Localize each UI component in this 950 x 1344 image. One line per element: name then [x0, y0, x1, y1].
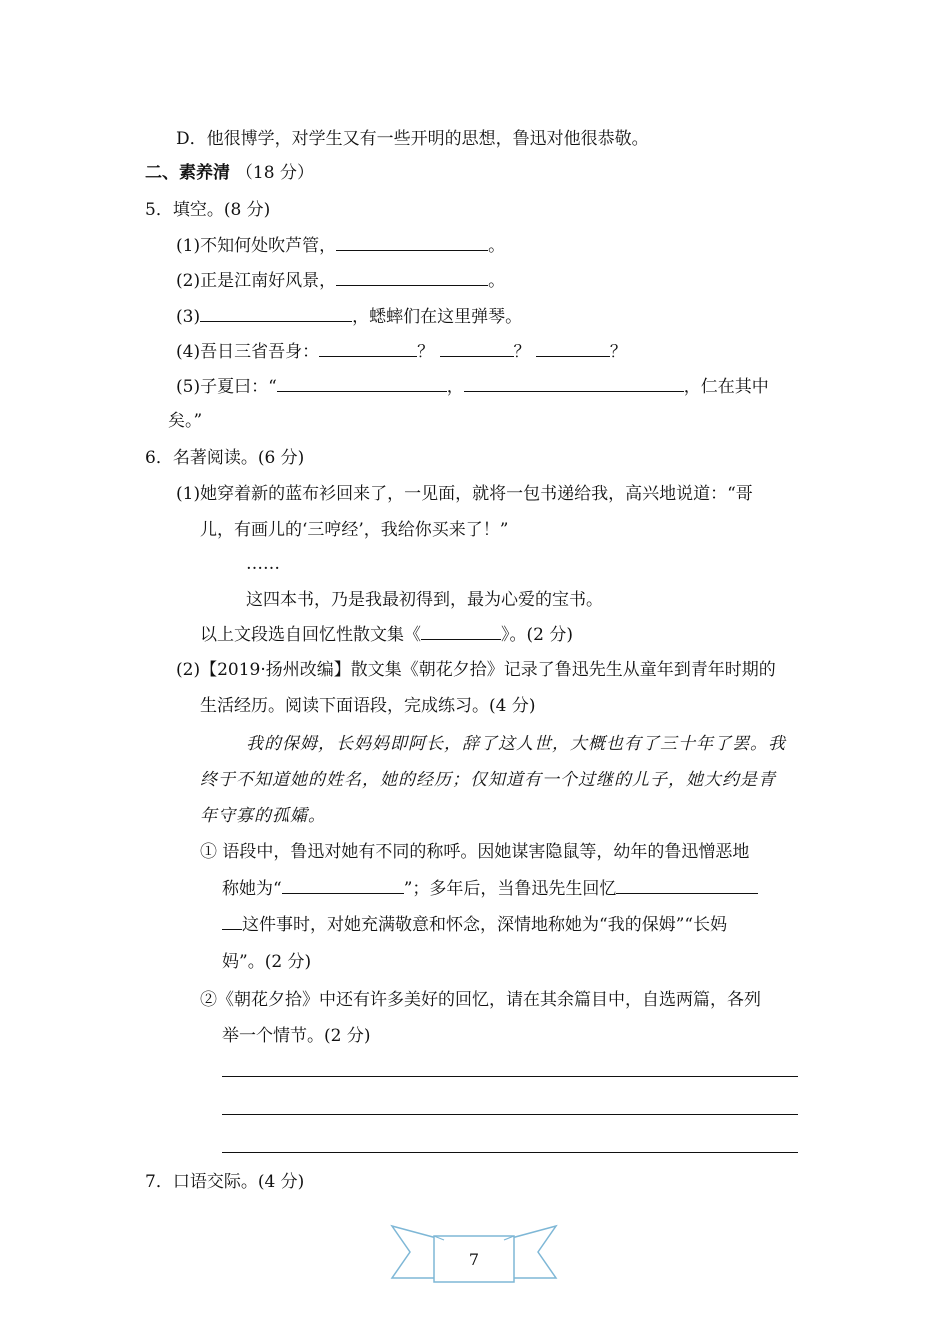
q5-item-5-cont: 矣。”: [168, 411, 203, 431]
q6-ellipsis: ……: [246, 554, 280, 574]
blank[interactable]: [222, 912, 242, 930]
q5-item-2-end: 。: [488, 271, 506, 291]
q5-item-3-text: (3): [176, 307, 201, 327]
q5-item-2-text: (2)正是江南好风景，: [176, 271, 337, 291]
q6-title: 6．名著阅读。(6 分): [145, 448, 305, 468]
sub1-line3-text: 这件事时，对她充满敬意和怀念，深情地称她为“我的保姆”“长妈: [242, 915, 728, 935]
blank[interactable]: [200, 304, 352, 322]
q6-p1-question: [200, 622, 573, 647]
answer-line[interactable]: [222, 1114, 798, 1115]
sub1-line2: [222, 876, 758, 901]
q-mark: ？: [417, 342, 435, 362]
sub1-line1: ① 语段中，鲁迅对她有不同的称呼。因她谋害隐鼠等，幼年的鲁迅憎恶地: [200, 842, 750, 862]
q5-item-3: [176, 304, 522, 329]
q6-p2-line2: 生活经历。阅读下面语段，完成练习。(4 分): [200, 696, 536, 716]
q6-p2-line1: (2)【2019·扬州改编】散文集《朝花夕拾》记录了鲁迅先生从童年到青年时期的: [176, 660, 776, 680]
sub2-line1: ②《朝花夕拾》中还有许多美好的回忆，请在其余篇目中，自选两篇，各列: [200, 990, 761, 1010]
q5-item-1: [176, 233, 505, 258]
blank[interactable]: [336, 268, 488, 286]
blank[interactable]: [536, 339, 610, 357]
q5-item-5-text: (5)子夏曰：“: [176, 377, 277, 397]
answer-line[interactable]: [222, 1152, 798, 1153]
quote-line-2: 终于不知道她的姓名，她的经历；仅知道有一个过继的儿子，她大约是青: [200, 770, 776, 790]
blank[interactable]: [319, 339, 417, 357]
q-mark: ？: [513, 342, 531, 362]
section-2-title: 二、素养清: [145, 163, 230, 183]
q7-title: 7．口语交际。(4 分): [145, 1172, 305, 1192]
q6-p1-line3: 这四本书，乃是我最初得到，最为心爱的宝书。: [246, 590, 603, 610]
answer-line[interactable]: [222, 1076, 798, 1077]
section-2-heading: [145, 161, 314, 185]
sub1-line2-mid: ”；多年后，当鲁迅先生回忆: [403, 879, 617, 899]
q5-item-1-text: (1)不知何处吹芦管，: [176, 236, 337, 256]
q5-item-1-end: 。: [488, 236, 506, 256]
quote-line-3: 年守寡的孤孀。: [200, 806, 326, 826]
q5-item-4-text: (4)吾日三省吾身：: [176, 342, 320, 362]
q5-item-2: [176, 268, 505, 293]
quote-line-1: 我的保姆，长妈妈即阿长，辞了这人世，大概也有了三十年了罢。我: [246, 734, 786, 754]
page-number: 7: [468, 1250, 480, 1269]
q5-item-5: [176, 374, 769, 399]
blank[interactable]: [464, 374, 684, 392]
blank[interactable]: [421, 622, 501, 640]
blank[interactable]: [282, 876, 404, 894]
blank[interactable]: [440, 339, 514, 357]
blank[interactable]: [616, 876, 758, 894]
q5-item-3-end: ，蟋蟀们在这里弹琴。: [352, 307, 523, 327]
q-mark: ？: [609, 342, 627, 362]
q6-p1-q-end: 》。(2 分): [501, 625, 573, 645]
q5-title: 5．填空。(8 分): [145, 200, 271, 220]
q5-item-4: [176, 339, 627, 364]
q5-item-5-end: ，仁在其中: [683, 377, 769, 397]
sub1-line2-text: 称她为“: [222, 879, 282, 899]
blank[interactable]: [336, 233, 488, 251]
blank[interactable]: [277, 374, 447, 392]
sub1-line3: [222, 912, 727, 937]
q6-p1-line2: 儿，有画儿的‘三哼经’，我给你买来了！”: [200, 520, 509, 540]
q5-item-5-comma: ，: [446, 377, 464, 397]
sub2-line2: 举一个情节。(2 分): [222, 1026, 371, 1046]
section-2-score: （18 分）: [235, 163, 314, 183]
q6-p1-line1: (1)她穿着新的蓝布衫回来了，一见面，就将一包书递给我，高兴地说道：“哥: [176, 484, 753, 504]
q6-p1-q-text: 以上文段选自回忆性散文集《: [200, 625, 421, 645]
sub1-line4: 妈”。(2 分): [222, 952, 312, 972]
option-d: D．他很博学，对学生又有一些开明的思想，鲁迅对他很恭敬。: [176, 129, 649, 149]
